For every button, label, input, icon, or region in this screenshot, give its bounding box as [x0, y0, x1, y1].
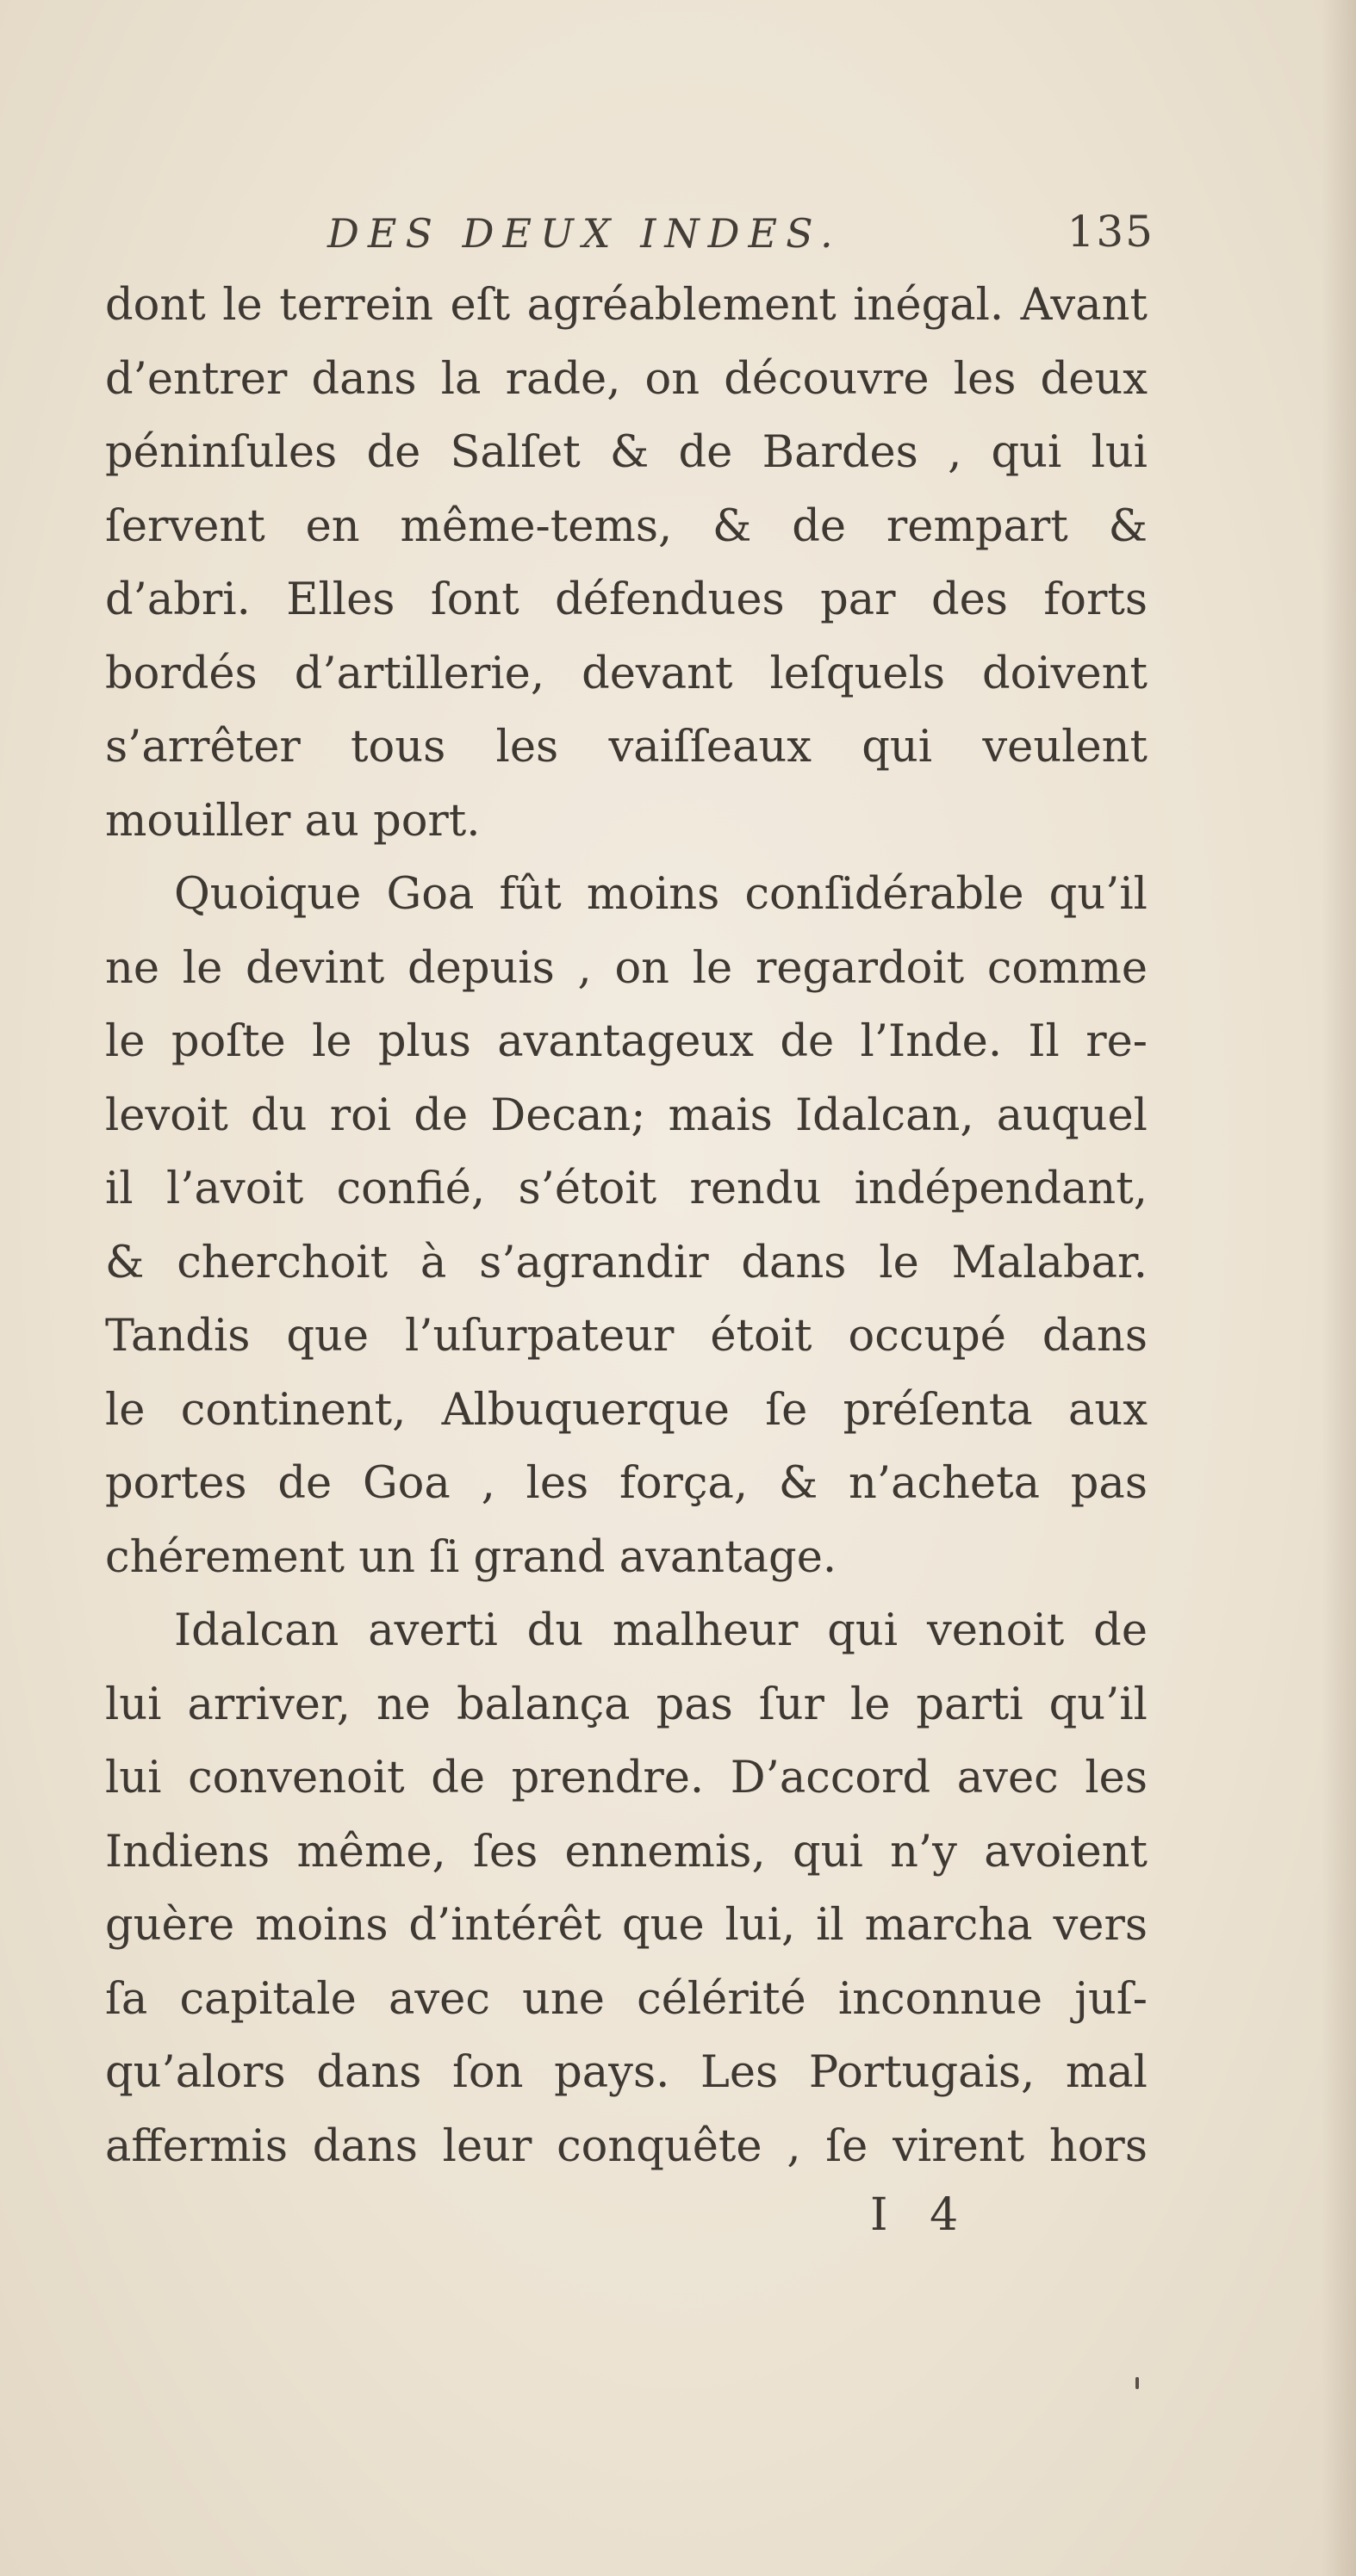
text-line: le continent, Albuquerque ſe préſenta aux	[105, 1384, 1148, 1436]
text-line: s’arrêter tous les vaiſſeaux qui veulent	[105, 722, 1148, 773]
body-text	[105, 269, 1148, 2183]
running-header	[327, 196, 1154, 257]
text-line: lui arriver, ne balança pas ſur le parti qu’il	[105, 1679, 1148, 1730]
page-edge-shadow	[1322, 0, 1356, 2576]
text-line: lui convenoit de prendre. D’accord avec les	[105, 1753, 1148, 1803]
text-line: chérement un ſi grand avantage.	[105, 1531, 837, 1583]
text-line: portes de Goa , les força, & n’acheta pas	[105, 1458, 1148, 1509]
running-title: DES DEUX INDES.	[327, 210, 842, 257]
text-line: d’abri. Elles ſont défendues par des forts	[105, 574, 1148, 625]
paragraph-start-line: Quoique Goa fût moins conſidérable qu’il	[174, 869, 1148, 920]
page-number: 135	[1067, 207, 1154, 257]
text-line: Indiens même, ſes ennemis, qui n’y avoient	[105, 1826, 1148, 1878]
text-line: qu’alors dans ſon pays. Les Portugais, mal	[105, 2047, 1148, 2098]
text-line: dont le terrein eſt agréablement inégal. Avant	[105, 280, 1148, 331]
signature-mark: I 4	[870, 2189, 973, 2241]
text-line: péninſules de Salſet & de Bardes , qui lui	[105, 427, 1148, 478]
text-line: guère moins d’intérêt que lui, il marcha vers	[105, 1900, 1148, 1951]
text-line: d’entrer dans la rade, on découvre les deux	[105, 353, 1148, 405]
text-line: ſervent en même-tems, & de rempart &	[105, 500, 1148, 552]
text-line: Tandis que l’uſurpateur étoit occupé dans	[105, 1311, 1148, 1362]
paragraph-start-line: Idalcan averti du malheur qui venoit de	[174, 1605, 1148, 1656]
text-line: levoit du roi de Decan; mais Idalcan, auquel	[105, 1089, 1148, 1141]
text-line: bordés d’artillerie, devant leſquels doivent	[105, 648, 1148, 699]
text-line: mouiller au port.	[105, 795, 481, 847]
ink-speck	[1135, 2377, 1139, 2389]
text-line: ne le devint depuis , on le regardoit comme	[105, 942, 1148, 994]
text-line: ſa capitale avec une célérité inconnue juſ-	[105, 1973, 1148, 2025]
text-line: & cherchoit à s’agrandir dans le Malabar.	[105, 1237, 1148, 1288]
text-line: le poſte le plus avantageux de l’Inde. Il re-	[105, 1016, 1148, 1067]
text-line: affermis dans leur conquête , ſe virent hors	[105, 2120, 1148, 2172]
text-line: il l’avoit confié, s’étoit rendu indépendant,	[105, 1164, 1148, 1214]
